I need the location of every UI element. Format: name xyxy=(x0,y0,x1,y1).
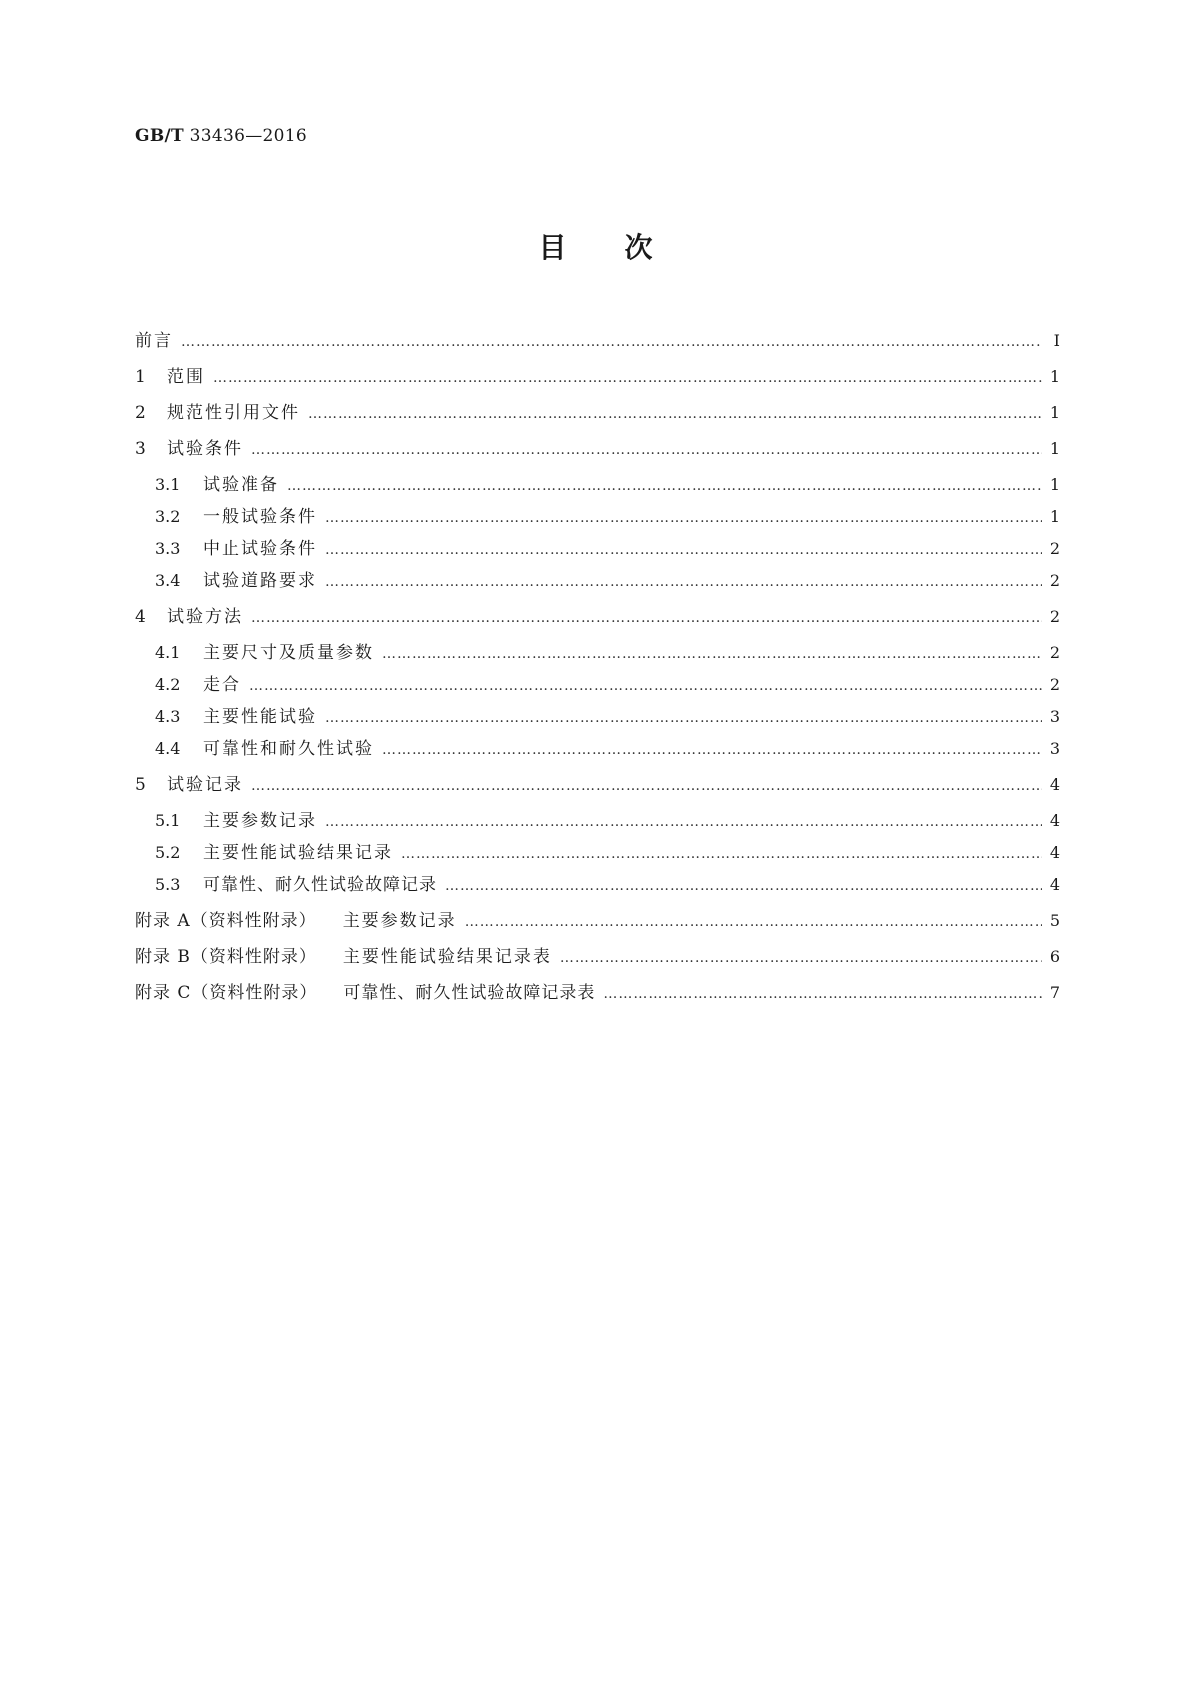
toc-subentry[interactable] xyxy=(135,734,1060,766)
toc-subentry[interactable] xyxy=(135,806,1060,838)
toc-entry[interactable] xyxy=(135,398,1060,434)
toc-appendix-c[interactable] xyxy=(135,978,1060,1014)
toc-entry-text: 试验道路要求 xyxy=(203,571,317,591)
toc-entry-text: 主要参数记录 xyxy=(203,811,317,831)
toc-entry-text: 试验准备 xyxy=(203,475,279,495)
toc-entry-text: 主要性能试验 xyxy=(203,707,317,727)
toc-leader-dots xyxy=(251,778,1042,794)
toc-entry-number: 5.1 xyxy=(155,811,181,830)
toc-entry-foreword[interactable] xyxy=(135,326,1060,362)
standard-prefix: GB/T xyxy=(135,126,184,146)
toc-entry-number: 5 xyxy=(135,775,146,795)
toc-page-number: 2 xyxy=(1049,539,1060,558)
toc-entry-number: 3.2 xyxy=(155,507,181,526)
toc-entry-number: 4.2 xyxy=(155,675,181,694)
toc-entry-number: 1 xyxy=(135,367,146,387)
toc-page-number: 3 xyxy=(1049,739,1060,758)
title-char-2: 次 xyxy=(624,231,653,264)
toc-leader-dots xyxy=(382,742,1042,758)
toc-entry-number: 3.1 xyxy=(155,475,181,494)
toc-subentry[interactable] xyxy=(135,470,1060,502)
toc-leader-dots xyxy=(325,574,1042,590)
page-title xyxy=(0,226,1191,266)
toc-entry-number: 4.4 xyxy=(155,739,181,758)
toc-entry-text: 主要性能试验结果记录表 xyxy=(342,947,552,967)
toc-entry-number: 4.1 xyxy=(155,643,181,662)
toc-appendix-b[interactable] xyxy=(135,942,1060,978)
toc-page-number: 1 xyxy=(1049,475,1060,494)
toc-subentry[interactable] xyxy=(135,870,1060,902)
toc-entry-text: 一般试验条件 xyxy=(203,507,317,527)
toc-entry-text: 中止试验条件 xyxy=(203,539,317,559)
toc-page-number: 1 xyxy=(1049,403,1060,422)
toc-page-number: 2 xyxy=(1049,675,1060,694)
toc-appendix-label: 附录 C（资料性附录） xyxy=(135,983,318,1003)
toc-page-number: 5 xyxy=(1049,911,1060,930)
toc-entry-number: 5.2 xyxy=(155,843,181,862)
toc-entry[interactable] xyxy=(135,434,1060,470)
toc-page-number: 3 xyxy=(1049,707,1060,726)
toc-appendix-label: 附录 A（资料性附录） xyxy=(135,911,317,931)
toc-entry-text: 主要参数记录 xyxy=(342,911,457,931)
toc-subentry[interactable] xyxy=(135,702,1060,734)
toc-leader-dots xyxy=(325,710,1042,726)
toc-page-number: Ⅰ xyxy=(1053,331,1060,350)
toc-entry-text: 可靠性和耐久性试验 xyxy=(203,739,374,759)
toc-entry-text: 试验条件 xyxy=(167,439,243,459)
toc-entry-number: 3.4 xyxy=(155,571,181,590)
toc-entry-text: 可靠性、耐久性试验故障记录 xyxy=(203,875,437,895)
toc-leader-dots xyxy=(213,370,1042,386)
toc-entry-number: 4 xyxy=(135,607,146,627)
toc-entry-text: 试验方法 xyxy=(167,607,243,627)
toc-leader-dots xyxy=(560,950,1042,966)
toc-page-number: 1 xyxy=(1049,439,1060,458)
toc-subentry[interactable] xyxy=(135,566,1060,598)
title-char-1: 目 xyxy=(538,231,567,264)
toc-entry-text: 主要尺寸及质量参数 xyxy=(203,643,374,663)
toc-leader-dots xyxy=(308,406,1042,422)
toc-page-number: 4 xyxy=(1049,875,1060,894)
toc-appendix-a[interactable] xyxy=(135,906,1060,942)
toc-page-number: 2 xyxy=(1049,571,1060,590)
toc-page-number: 2 xyxy=(1049,607,1060,626)
toc-entry-text: 可靠性、耐久性试验故障记录表 xyxy=(343,983,596,1003)
toc-leader-dots xyxy=(249,678,1042,694)
toc-leader-dots xyxy=(251,610,1042,626)
toc-entry[interactable] xyxy=(135,362,1060,398)
toc-leader-dots xyxy=(382,646,1042,662)
toc-subentry[interactable] xyxy=(135,534,1060,566)
toc-leader-dots xyxy=(287,478,1042,494)
toc-subentry[interactable] xyxy=(135,502,1060,534)
toc-entry-text: 试验记录 xyxy=(167,775,243,795)
standard-code xyxy=(135,126,307,146)
toc-entry[interactable] xyxy=(135,602,1060,638)
toc-entry-number: 2 xyxy=(135,403,146,423)
toc-entry-text: 走合 xyxy=(203,675,241,695)
toc-entry-number: 3 xyxy=(135,439,146,459)
toc-page-number: 2 xyxy=(1049,643,1060,662)
toc-leader-dots xyxy=(325,542,1042,558)
toc-subentry[interactable] xyxy=(135,638,1060,670)
toc-subentry[interactable] xyxy=(135,670,1060,702)
toc-entry[interactable] xyxy=(135,770,1060,806)
toc-page-number: 4 xyxy=(1049,843,1060,862)
toc-leader-dots xyxy=(465,914,1042,930)
toc-entry-text: 规范性引用文件 xyxy=(167,403,300,423)
toc-page-number: 1 xyxy=(1049,367,1060,386)
toc-entry-number: 3.3 xyxy=(155,539,181,558)
toc-entry-text: 前言 xyxy=(135,331,173,351)
toc-leader-dots xyxy=(401,846,1042,862)
toc-subentry[interactable] xyxy=(135,838,1060,870)
toc-page-number: 6 xyxy=(1049,947,1060,966)
toc-leader-dots xyxy=(445,878,1042,894)
toc-appendix-label: 附录 B（资料性附录） xyxy=(135,947,317,967)
toc-entry-text: 范围 xyxy=(167,367,205,387)
table-of-contents xyxy=(135,326,1060,1014)
toc-entry-number: 4.3 xyxy=(155,707,181,726)
toc-leader-dots xyxy=(325,510,1042,526)
toc-entry-text: 主要性能试验结果记录 xyxy=(203,843,393,863)
toc-entry-number: 5.3 xyxy=(155,875,181,894)
standard-number: 33436—2016 xyxy=(189,126,308,146)
toc-leader-dots xyxy=(603,986,1041,1002)
toc-page-number: 4 xyxy=(1049,775,1060,794)
toc-page-number: 4 xyxy=(1049,811,1060,830)
toc-page-number: 7 xyxy=(1049,983,1060,1002)
toc-page-number: 1 xyxy=(1049,507,1060,526)
toc-leader-dots xyxy=(251,442,1042,458)
toc-leader-dots xyxy=(181,334,1042,350)
toc-leader-dots xyxy=(325,814,1042,830)
